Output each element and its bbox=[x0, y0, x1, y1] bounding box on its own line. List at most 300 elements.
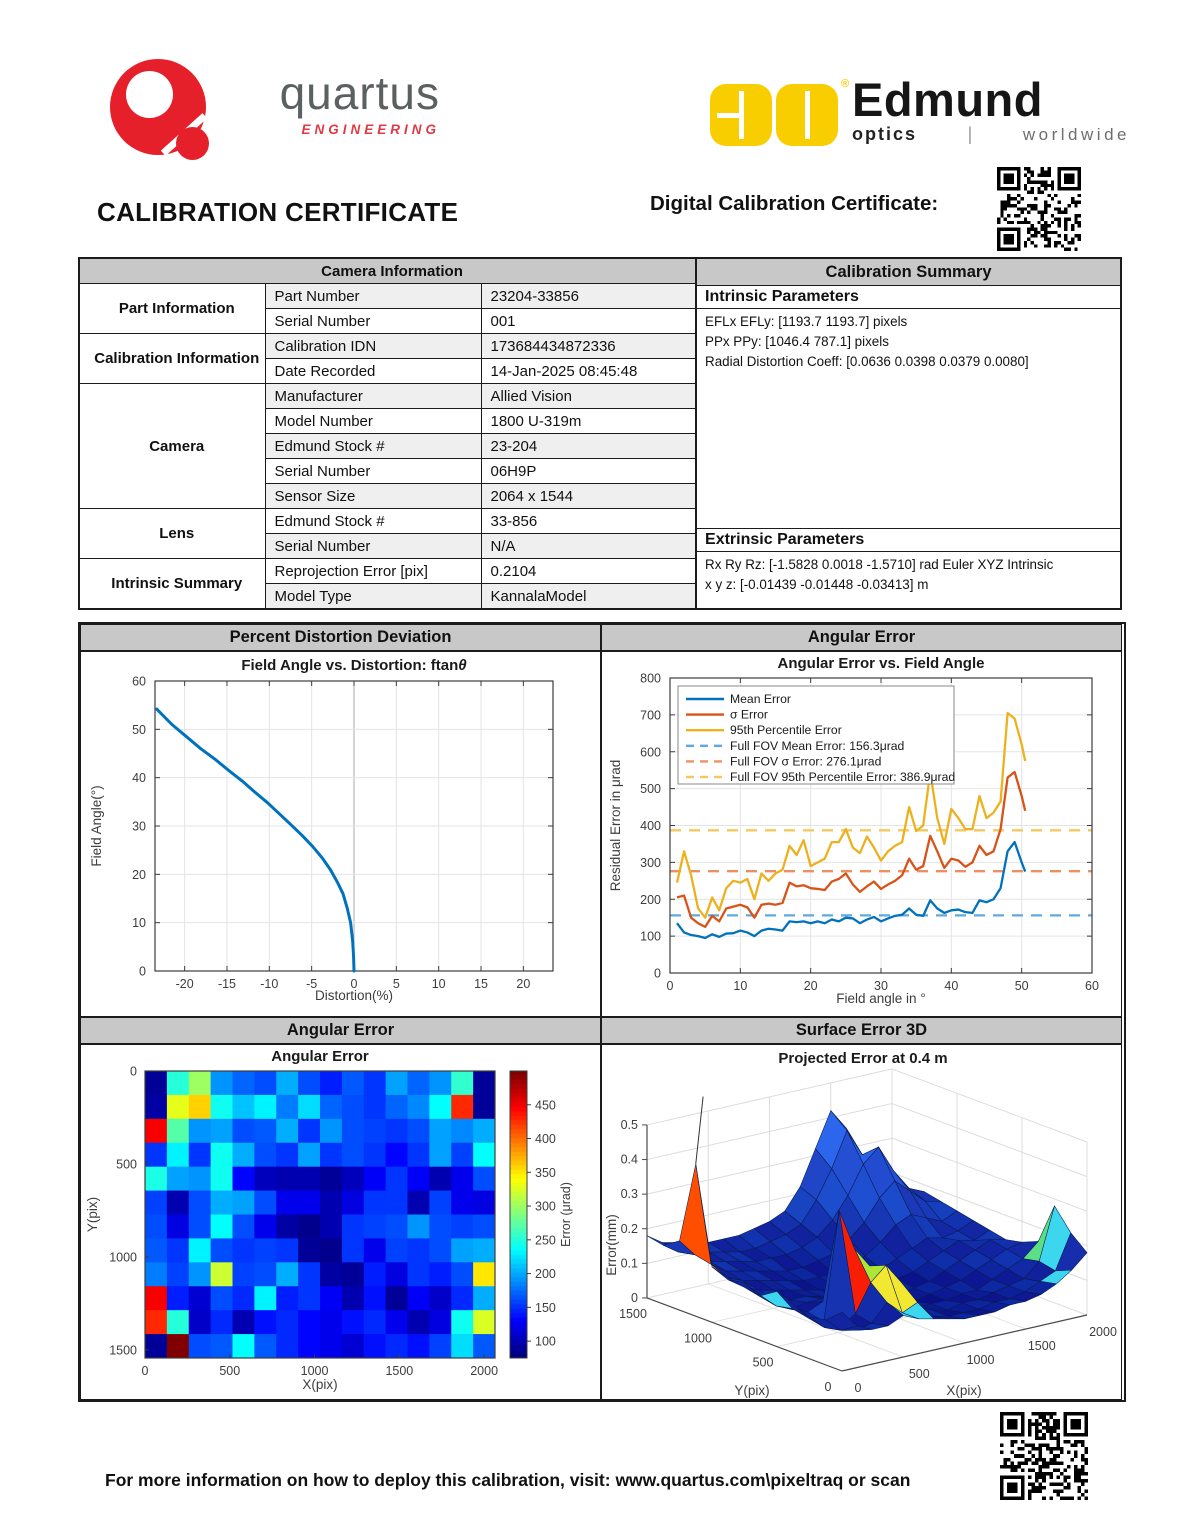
heatmap-cell bbox=[276, 1262, 298, 1286]
qr-module bbox=[1028, 1451, 1032, 1455]
heatmap-cell bbox=[233, 1238, 255, 1262]
qr-module bbox=[1039, 1430, 1043, 1434]
qr-module bbox=[1074, 217, 1077, 220]
camera-information-table bbox=[78, 257, 697, 610]
heatmap-cell bbox=[342, 1191, 364, 1215]
x-tick-label: -20 bbox=[175, 977, 194, 991]
field-name: Edmund Stock # bbox=[265, 434, 481, 459]
qr-module bbox=[1047, 167, 1050, 170]
qr-module bbox=[1037, 174, 1040, 177]
qr-module bbox=[1000, 201, 1003, 204]
surface-error-3d-panel bbox=[601, 1044, 1122, 1400]
heatmap-cell bbox=[211, 1191, 233, 1215]
qr-module bbox=[1064, 234, 1067, 237]
heatmap-cell bbox=[429, 1215, 451, 1239]
qr-module bbox=[1081, 1440, 1085, 1444]
qr-module bbox=[1060, 1496, 1064, 1500]
heatmap-cell bbox=[233, 1262, 255, 1286]
qr-module bbox=[1047, 231, 1050, 234]
heatmap-cell bbox=[451, 1191, 473, 1215]
colorbar-segment bbox=[510, 1071, 527, 1076]
qr-module bbox=[1011, 1468, 1015, 1472]
qr-module bbox=[1037, 191, 1040, 194]
colorbar-segment bbox=[510, 1340, 527, 1345]
y-tick-label: 10 bbox=[132, 916, 146, 931]
qr-module bbox=[1046, 1461, 1050, 1465]
colorbar-segment bbox=[510, 1138, 527, 1143]
page-title: CALIBRATION CERTIFICATE bbox=[97, 197, 459, 227]
qr-module bbox=[1004, 207, 1007, 210]
chart-title: Angular Error vs. Field Angle bbox=[777, 655, 985, 672]
x-tick-label: -5 bbox=[306, 977, 318, 991]
heatmap-cell bbox=[254, 1262, 276, 1286]
qr-module bbox=[1049, 1412, 1053, 1416]
heatmap-cell bbox=[473, 1119, 495, 1143]
z-tick-label: 0.1 bbox=[620, 1256, 638, 1271]
qr-module bbox=[1027, 204, 1030, 207]
qr-module bbox=[1041, 211, 1044, 214]
heatmap-cell bbox=[167, 1286, 189, 1310]
colorbar-segment bbox=[510, 1116, 527, 1121]
qr-module bbox=[1035, 1433, 1039, 1437]
y-tick-label: 0 bbox=[824, 1380, 832, 1394]
heatmap-cell bbox=[342, 1215, 364, 1239]
heatmap-cell bbox=[298, 1167, 320, 1191]
qr-module bbox=[1044, 170, 1047, 173]
heatmap-cell bbox=[342, 1167, 364, 1191]
qr-module bbox=[1084, 1489, 1088, 1493]
heatmap-cell bbox=[254, 1215, 276, 1239]
colorbar-segment bbox=[510, 1318, 527, 1323]
y-tick-label: 1000 bbox=[109, 1250, 137, 1265]
y-tick-label: 500 bbox=[640, 782, 661, 797]
qr-module bbox=[1028, 1444, 1032, 1448]
qr-module bbox=[1049, 1437, 1053, 1441]
group-label: Intrinsic Summary bbox=[79, 559, 265, 610]
panel-header-angular-error-line: Angular Error bbox=[601, 624, 1122, 651]
heatmap-cell bbox=[167, 1238, 189, 1262]
colorbar-segment bbox=[510, 1143, 527, 1148]
qr-module bbox=[1035, 1419, 1039, 1423]
qr-module bbox=[1084, 1472, 1088, 1476]
qr-module bbox=[1078, 194, 1081, 197]
qr-module bbox=[1044, 184, 1047, 187]
heatmap-cell bbox=[364, 1334, 386, 1358]
heatmap-cell bbox=[211, 1167, 233, 1191]
qr-module bbox=[1035, 1461, 1039, 1465]
x-axis-label: Distortion(%) bbox=[314, 988, 394, 1003]
field-name: Serial Number bbox=[265, 309, 481, 334]
qr-module bbox=[1084, 1458, 1088, 1462]
heatmap-cell bbox=[386, 1191, 408, 1215]
qr-module bbox=[1047, 204, 1050, 207]
qr-module bbox=[1032, 1482, 1036, 1486]
qr-module bbox=[1057, 224, 1060, 227]
qr-module bbox=[1047, 224, 1050, 227]
qr-module bbox=[1031, 170, 1034, 173]
edmund-e-icon bbox=[710, 84, 772, 146]
heatmap-cell bbox=[342, 1238, 364, 1262]
field-name: Serial Number bbox=[265, 459, 481, 484]
heatmap-cell bbox=[429, 1191, 451, 1215]
colorbar-segment bbox=[510, 1080, 527, 1085]
heatmap-cell bbox=[254, 1071, 276, 1095]
qr-module bbox=[1031, 204, 1034, 207]
z-tick-label: 0.5 bbox=[620, 1117, 638, 1132]
qr-module bbox=[1004, 201, 1007, 204]
qr-module bbox=[1031, 174, 1034, 177]
qr-module bbox=[1041, 191, 1044, 194]
qr-module bbox=[1044, 224, 1047, 227]
qr-module bbox=[1039, 1482, 1043, 1486]
y-axis-label: Field Angle(°) bbox=[89, 785, 104, 867]
charts-section bbox=[78, 622, 1126, 1402]
colorbar-segment bbox=[510, 1241, 527, 1246]
summary-line: Rx Ry Rz: [-1.5828 0.0018 -1.5710] rad Euler XYZ Intrinsic bbox=[705, 557, 1054, 572]
qr-module bbox=[1053, 1458, 1057, 1462]
qr-module bbox=[1081, 1472, 1085, 1476]
x-tick-label: 500 bbox=[219, 1364, 241, 1378]
colorbar-segment bbox=[510, 1250, 527, 1255]
field-name: Serial Number bbox=[265, 534, 481, 559]
qr-module bbox=[1011, 1461, 1015, 1465]
heatmap-cell bbox=[233, 1071, 255, 1095]
qr-module bbox=[1042, 1496, 1046, 1500]
heatmap-cell bbox=[276, 1095, 298, 1119]
qr-module bbox=[1049, 1430, 1053, 1434]
heatmap-cell bbox=[254, 1286, 276, 1310]
qr-module bbox=[1010, 221, 1013, 224]
qr-module bbox=[1017, 201, 1020, 204]
qr-module bbox=[1047, 174, 1050, 177]
series--error bbox=[677, 772, 1025, 927]
qr-module bbox=[1057, 207, 1060, 210]
qr-module bbox=[1051, 187, 1054, 190]
colorbar-segment bbox=[510, 1111, 527, 1116]
summary-line: EFLx EFLy: [1193.7 1193.7] pixels bbox=[705, 314, 908, 329]
heatmap-cell bbox=[386, 1262, 408, 1286]
qr-module bbox=[1021, 1447, 1025, 1451]
qr-code-pixeltraq bbox=[1000, 1412, 1088, 1500]
heatmap-cell bbox=[233, 1215, 255, 1239]
distortion-chart bbox=[81, 652, 600, 1016]
qr-module bbox=[1064, 221, 1067, 224]
qr-module bbox=[1063, 1440, 1067, 1444]
qr-module bbox=[1024, 217, 1027, 220]
heatmap-cell bbox=[320, 1334, 342, 1358]
heatmap-cell bbox=[320, 1238, 342, 1262]
colorbar-segment bbox=[510, 1282, 527, 1287]
qr-module bbox=[1053, 1426, 1057, 1430]
qr-module bbox=[1041, 234, 1044, 237]
qr-module bbox=[1032, 1489, 1036, 1493]
qr-module bbox=[1067, 1451, 1071, 1455]
qr-module bbox=[1044, 174, 1047, 177]
footer-note: For more information on how to deploy this calibration, visit: www.quartus.com\pixeltraq or scan bbox=[105, 1470, 911, 1490]
colorbar-tick-label: 100 bbox=[535, 1334, 556, 1349]
qr-module bbox=[1028, 1426, 1032, 1430]
digital-certificate-label: Digital Calibration Certificate: bbox=[650, 192, 939, 215]
heatmap-cell bbox=[386, 1071, 408, 1095]
heatmap-cell bbox=[167, 1095, 189, 1119]
z-tick-label: 0.3 bbox=[620, 1187, 638, 1202]
qr-module bbox=[1068, 217, 1071, 220]
y-axis-label: Residual Error in μrad bbox=[608, 759, 623, 892]
field-name: Model Number bbox=[265, 409, 481, 434]
heatmap-cell bbox=[342, 1095, 364, 1119]
colorbar-segment bbox=[510, 1291, 527, 1296]
qr-module bbox=[1049, 1472, 1053, 1476]
colorbar-segment bbox=[510, 1300, 527, 1305]
y-tick-label: 800 bbox=[640, 671, 661, 686]
qr-module bbox=[1042, 1437, 1046, 1441]
y-axis-label: Y(pix) bbox=[734, 1383, 770, 1398]
heatmap-cell bbox=[254, 1191, 276, 1215]
qr-module bbox=[1044, 207, 1047, 210]
field-value: 0.2104 bbox=[481, 559, 696, 584]
qr-module bbox=[1054, 194, 1057, 197]
qr-module bbox=[1071, 241, 1074, 244]
field-value: 1800 U-319m bbox=[481, 409, 696, 434]
qr-module bbox=[1032, 1423, 1036, 1427]
heatmap-cell bbox=[145, 1310, 167, 1334]
qr-module bbox=[1037, 187, 1040, 190]
qr-module bbox=[1044, 187, 1047, 190]
surface-error-3d-chart bbox=[602, 1045, 1121, 1399]
heatmap-cell bbox=[473, 1191, 495, 1215]
qr-module bbox=[1028, 1493, 1032, 1497]
heatmap-cell bbox=[386, 1095, 408, 1119]
heatmap-cell bbox=[320, 1286, 342, 1310]
qr-module bbox=[1035, 1479, 1039, 1483]
heatmap-cell bbox=[408, 1262, 430, 1286]
qr-module bbox=[1031, 187, 1034, 190]
field-value: N/A bbox=[481, 534, 696, 559]
y-tick-label: 30 bbox=[132, 819, 146, 834]
qr-module bbox=[1053, 1461, 1057, 1465]
qr-module bbox=[1078, 234, 1081, 237]
chart-title: Angular Error bbox=[271, 1048, 369, 1065]
colorbar-segment bbox=[510, 1120, 527, 1125]
x-tick-label: 0 bbox=[141, 1364, 149, 1378]
heatmap-cell bbox=[386, 1119, 408, 1143]
qr-module bbox=[1084, 1479, 1088, 1483]
colorbar-segment bbox=[510, 1309, 527, 1314]
qr-module bbox=[1077, 1440, 1081, 1444]
y-tick-label: 1000 bbox=[684, 1331, 712, 1346]
heatmap-cell bbox=[211, 1071, 233, 1095]
qr-module bbox=[1084, 1461, 1088, 1465]
qr-module bbox=[1034, 204, 1037, 207]
grid-line bbox=[696, 1097, 703, 1164]
distortion-chart-panel bbox=[80, 651, 601, 1017]
heatmap-cell bbox=[189, 1334, 211, 1358]
y-tick-label: 500 bbox=[752, 1355, 774, 1370]
qr-module bbox=[1063, 1486, 1067, 1490]
colorbar-segment bbox=[510, 1098, 527, 1103]
colorbar-segment bbox=[510, 1161, 527, 1166]
field-name: Sensor Size bbox=[265, 484, 481, 509]
qr-module bbox=[1021, 197, 1024, 200]
qr-module bbox=[1053, 1412, 1057, 1416]
qr-module bbox=[1025, 1444, 1029, 1448]
qr-module bbox=[1031, 180, 1034, 183]
qr-module bbox=[1074, 248, 1077, 251]
heatmap-cell bbox=[473, 1143, 495, 1167]
group-label: Calibration Information bbox=[79, 334, 265, 384]
qr-module bbox=[1044, 221, 1047, 224]
colorbar-segment bbox=[510, 1304, 527, 1309]
qr-module bbox=[1041, 184, 1044, 187]
qr-module bbox=[1041, 167, 1044, 170]
qr-module bbox=[1074, 234, 1077, 237]
field-value: 001 bbox=[481, 309, 696, 334]
heatmap-cell bbox=[451, 1071, 473, 1095]
qr-module bbox=[1049, 1416, 1053, 1420]
x-axis-label: X(pix) bbox=[946, 1383, 982, 1398]
x-tick-label: 2000 bbox=[1089, 1325, 1117, 1339]
qr-module bbox=[1067, 1482, 1071, 1486]
heatmap-cell bbox=[276, 1191, 298, 1215]
heatmap-cell bbox=[145, 1119, 167, 1143]
heatmap-cell bbox=[233, 1191, 255, 1215]
heatmap-cell bbox=[364, 1167, 386, 1191]
qr-module bbox=[1041, 174, 1044, 177]
qr-module bbox=[1041, 180, 1044, 183]
qr-module bbox=[1060, 1447, 1064, 1451]
heatmap-cell bbox=[342, 1143, 364, 1167]
heatmap-cell bbox=[473, 1286, 495, 1310]
qr-module bbox=[1035, 1423, 1039, 1427]
qr-module bbox=[1056, 1444, 1060, 1448]
x-axis-label: X(pix) bbox=[302, 1377, 338, 1392]
heatmap-cell bbox=[429, 1167, 451, 1191]
colorbar-segment bbox=[510, 1201, 527, 1206]
qr-module bbox=[1056, 1437, 1060, 1441]
angular-error-line-chart bbox=[602, 652, 1121, 1016]
y-tick-label: 0 bbox=[130, 1064, 137, 1079]
qr-module bbox=[1027, 211, 1030, 214]
qr-module bbox=[1039, 1489, 1043, 1493]
y-tick-label: 700 bbox=[640, 708, 661, 723]
qr-module bbox=[1027, 221, 1030, 224]
quartus-engineering-label: ENGINEERING bbox=[301, 122, 440, 137]
qr-module bbox=[1037, 221, 1040, 224]
heatmap-cell bbox=[451, 1334, 473, 1358]
heatmap-cell bbox=[254, 1095, 276, 1119]
qr-module bbox=[1027, 238, 1030, 241]
field-name: Manufacturer bbox=[265, 384, 481, 409]
summary-line: x y z: [-0.01439 -0.01448 -0.03413] m bbox=[705, 577, 929, 593]
heatmap-cell bbox=[473, 1095, 495, 1119]
qr-module bbox=[1044, 231, 1047, 234]
qr-module bbox=[1039, 1454, 1043, 1458]
quartus-wordmark bbox=[240, 67, 440, 137]
qr-module bbox=[1041, 227, 1044, 230]
colorbar-tick-label: 400 bbox=[535, 1132, 556, 1147]
heatmap-cell bbox=[276, 1334, 298, 1358]
qr-module bbox=[1064, 207, 1067, 210]
heatmap-cell bbox=[167, 1310, 189, 1334]
qr-module bbox=[1074, 214, 1077, 217]
qr-module bbox=[1068, 248, 1071, 251]
heatmap-cell bbox=[473, 1215, 495, 1239]
heatmap-cell bbox=[167, 1071, 189, 1095]
qr-module bbox=[1028, 1489, 1032, 1493]
qr-module bbox=[1068, 204, 1071, 207]
heatmap-cell bbox=[320, 1310, 342, 1334]
colorbar-segment bbox=[510, 1268, 527, 1273]
qr-module bbox=[1077, 1489, 1081, 1493]
field-name: Reprojection Error [pix] bbox=[265, 559, 481, 584]
qr-module bbox=[1027, 170, 1030, 173]
y-tick-label: 200 bbox=[640, 892, 661, 907]
legend-label: Full FOV σ Error: 276.1μrad bbox=[730, 754, 882, 769]
qr-module bbox=[1046, 1423, 1050, 1427]
heatmap-cell bbox=[473, 1310, 495, 1334]
field-name: Calibration IDN bbox=[265, 334, 481, 359]
qr-module bbox=[1051, 214, 1054, 217]
qr-module bbox=[1028, 1475, 1032, 1479]
quartus-logo-dot bbox=[176, 127, 209, 160]
x-axis-label: Field angle in ° bbox=[836, 991, 926, 1006]
colorbar-segment bbox=[510, 1286, 527, 1291]
quartus-logo bbox=[110, 57, 212, 161]
y-tick-label: 0 bbox=[654, 966, 661, 981]
qr-module bbox=[1060, 1482, 1064, 1486]
colorbar-tick-label: 150 bbox=[535, 1300, 556, 1315]
qr-module bbox=[1051, 180, 1054, 183]
qr-module bbox=[1028, 1482, 1032, 1486]
x-tick-label: 20 bbox=[516, 977, 531, 991]
field-value: 2064 x 1544 bbox=[481, 484, 696, 509]
summary-line: PPx PPy: [1046.4 787.1] pixels bbox=[705, 334, 889, 350]
qr-module bbox=[1077, 1472, 1081, 1476]
qr-module bbox=[1042, 1465, 1046, 1469]
qr-module bbox=[1074, 1472, 1078, 1476]
qr-module bbox=[1007, 214, 1010, 217]
heatmap-cell bbox=[429, 1071, 451, 1095]
qr-module bbox=[1011, 1440, 1015, 1444]
z-axis-label: Error(mm) bbox=[604, 1214, 619, 1276]
heatmap-cell bbox=[276, 1286, 298, 1310]
qr-code-digital-certificate bbox=[997, 167, 1081, 251]
qr-module bbox=[1035, 1426, 1039, 1430]
heatmap-cell bbox=[189, 1119, 211, 1143]
qr-module bbox=[1014, 1465, 1018, 1469]
qr-module bbox=[1070, 1444, 1074, 1448]
qr-module bbox=[1042, 1412, 1046, 1416]
qr-module bbox=[1077, 1468, 1081, 1472]
qr-module bbox=[1074, 1440, 1078, 1444]
heatmap-cell bbox=[145, 1191, 167, 1215]
qr-module bbox=[1081, 1454, 1085, 1458]
qr-module bbox=[1061, 211, 1064, 214]
heatmap-cell bbox=[364, 1238, 386, 1262]
qr-module bbox=[1021, 1440, 1025, 1444]
heatmap-cell bbox=[167, 1191, 189, 1215]
qr-module bbox=[1024, 207, 1027, 210]
legend-label: σ Error bbox=[730, 707, 768, 722]
y-tick-label: 20 bbox=[132, 867, 146, 882]
x-tick-label: 2000 bbox=[470, 1364, 499, 1378]
qr-module bbox=[1021, 221, 1024, 224]
intrinsic-parameters-title: Intrinsic Parameters bbox=[697, 286, 1120, 309]
table-row bbox=[79, 509, 696, 534]
x-tick-label: 20 bbox=[803, 979, 818, 993]
table-row bbox=[79, 559, 696, 584]
heatmap-cell bbox=[298, 1238, 320, 1262]
